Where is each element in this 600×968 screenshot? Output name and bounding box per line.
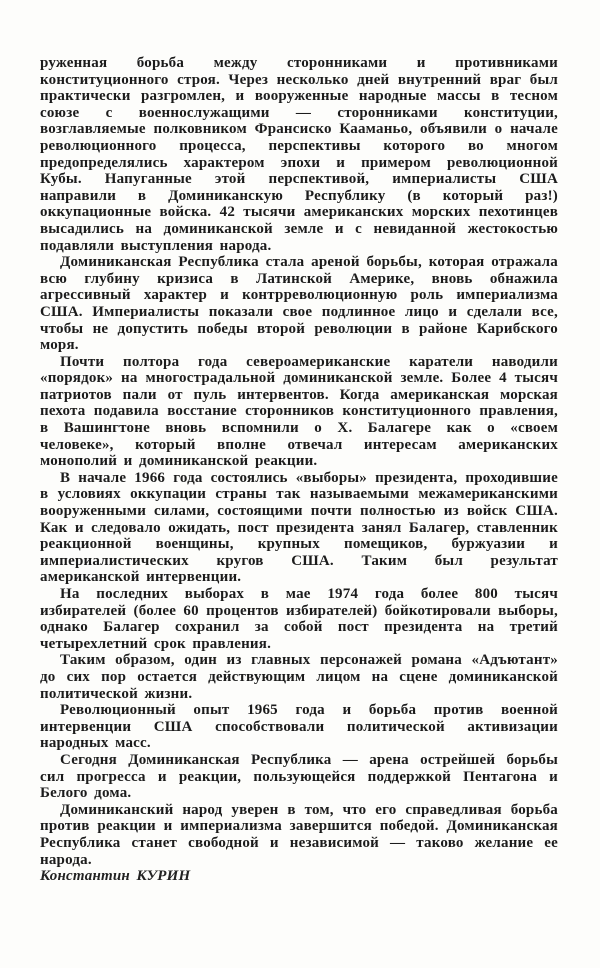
paragraph-1: руженная борьба между сторонниками и противниками конституционного строя. Через несколько дней внутренний враг был практически разгромлен, и вооруженные народные массы в тесном союзе с военнослужащими — сторонниками конституции, возглавляемые полковником Франсиско Кааманьо, объявили о начале революционного процесса, перспективы которого во многом предопределялись характером эпохи и примером революционной Кубы. Напуганные этой перспективой, империалисты США направили в Доминиканскую Республику (в который раз!) оккупационные войска. 42 тысячи американских морских пехотинцев высадились на доминиканской земле и с невиданной жестокостью подавляли выступления народа.	[40, 55, 558, 254]
paragraph-7: Революционный опыт 1965 года и борьба против военной интервенции США способствовали политической активизации народных масс.	[40, 702, 558, 752]
paragraph-4: В начале 1966 года состоялись «выборы» президента, проходившие в условиях оккупации страны так называемыми межамериканскими вооруженными силами, состоящими почти полностью из войск США. Как и следовало ожидать, пост президента занял Балагер, ставленник реакционной военщины, крупных помещиков, буржуазии и империалистических кругов США. Таким был результат американской интервенции.	[40, 469, 558, 586]
author-signature: Константин КУРИН	[40, 868, 191, 885]
paragraph-9: Доминиканский народ уверен в том, что его справедливая борьба против реакции и империализма завершится победой. Доминиканская Республика станет свободной и независимой — таково желание ее народа.	[40, 801, 558, 868]
paragraph-8: Сегодня Доминиканская Республика — арена острейшей борьбы сил прогресса и реакции, пользующейся поддержкой Пентагона и Белого дома.	[40, 751, 558, 802]
paragraph-6: Таким образом, один из главных персонажей романа «Адъютант» до сих пор остается действующим лицом на сцене доминиканской политической жизни.	[40, 652, 558, 702]
paragraph-2: Доминиканская Республика стала ареной борьбы, которая отражала всю глубину кризиса в Латинской Америке, вновь обнажила агрессивный характер и контрреволюционную роль империализма США. Империалисты показали свое подлинное лицо и сделали все, чтобы не допустить победы второй революции в районе Карибского моря.	[40, 254, 558, 354]
paragraph-3: Почти полтора года североамериканские каратели наводили «порядок» на многострадальной доминиканской земле. Более 4 тысяч патриотов пали от пуль интервентов. Когда американская морская пехота подавила восстание сторонников конституционного правления, в Вашингтоне вновь вспомнили о Х. Балагере как о «своем человеке», который вполне отвечал интересам американских монополий и доминиканской реакции.	[40, 353, 558, 470]
paragraph-5: На последних выборах в мае 1974 года более 800 тысяч избирателей (более 60 процентов избирателей) бойкотировали выборы, однако Балагер сохранил за собой пост президента на третий четырехлетний срок правления.	[40, 586, 558, 652]
